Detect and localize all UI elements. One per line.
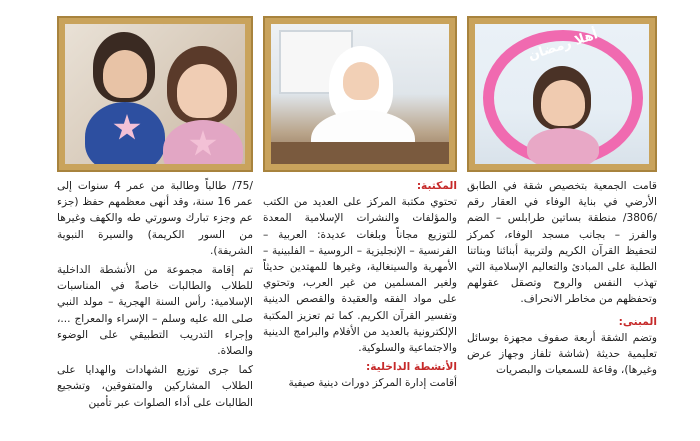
- intro-paragraph: قامت الجمعية بتخصيص شقة في الطابق الأرضي في بناية الوفاء في العقار رقم /3806/ منطقة بساتين طرابلس – الضم والفرز – بجانب مسجد الوفاء، كمركز لتحفيظ القرآن الكريم ولتربية أبنائنا وبناتنا الطلبة على المبادئ والتعاليم الإسلامية التي تهذب النفس والروح وتصقل عقولهم وتحفظهم من مخاطر الانحراف.: [467, 180, 657, 306]
- photo-girls-medals: [57, 16, 253, 172]
- library-heading: المكتبة:: [416, 180, 457, 192]
- students-paragraph: /75/ طالباً وطالبة من عمر 4 سنوات إلى عمر 16 سنة، وقد أنهى معظمهم حفظ (جزء عم وجزء تبارك وسورتي طه والكهف وغيرها من السور الكريمة) والسيرة النبوية الشريفة).: [57, 180, 253, 257]
- building-heading: المبنى:: [618, 315, 657, 328]
- prayer-mat: [271, 142, 449, 164]
- girl-right-face: [177, 64, 227, 118]
- activities-heading: الأنشطة الداخلية:: [365, 361, 457, 374]
- column-right: [467, 178, 657, 381]
- column-left: [57, 178, 253, 414]
- girl-left-face: [103, 50, 147, 98]
- photo-girl-praying-image: [271, 24, 449, 164]
- photo-girl-frame: [467, 16, 657, 172]
- girl-face: [343, 62, 379, 100]
- photo-girl-praying: [263, 16, 457, 172]
- events-paragraph: تم إقامة مجموعة من الأنشطة الداخلية للطلاب والطالبات خاصةً في المناسبات الإسلامية: رأس السنة الهجرية – مولد النبي صلى الله عليه وسلم – الإسراء والمعراج ...، وإجراء التدريب التطبيقي على الوضوء والصلاة.: [57, 264, 253, 358]
- photo-girl-frame-image: [475, 24, 649, 164]
- building-paragraph: وتضم الشقة أربعة صفوف مجهزة بوسائل تعليمية حديثة (شاشة تلفاز وجهاز عرض وغيرها)، وقاعة للسمعيات والبصريات: [467, 331, 657, 377]
- girl-shirt: [527, 128, 599, 164]
- column-middle: [263, 178, 457, 395]
- activities-paragraph: أقامت إدارة المركز دورات دينية صيفية: [288, 377, 457, 390]
- girl-face: [541, 80, 585, 126]
- photo-girls-medals-image: [65, 24, 245, 164]
- library-paragraph: تحتوي مكتبة المركز على العديد من الكتب والمؤلفات والنشرات الإسلامية المعدة للتوزيع مجاناً وبلغات عديدة: العربية – الفرنسية – الإنجليزية – الروسية – الفلبينية – الأمهرية والسينغالية، وغيرها للمهتدين حديثاً ولغير المسلمين من غير العرب، وتحتوي على مواد الفقه والعقيدة والقصص الدينية وتفسير القرآن الكريم. كما تم تعزيز المكتبة الإلكترونية بالعديد من الأفلام والبرامج الدينية والاجتماعية والسلوكية.: [263, 196, 457, 355]
- awards-paragraph: كما جرى توزيع الشهادات والهدايا على الطلاب المشاركين والمتفوقين، وتشجيع الطالبات على أداء الصلوات عبر تأمين: [57, 364, 253, 409]
- frame-text: أهلا رمضان: [526, 27, 600, 64]
